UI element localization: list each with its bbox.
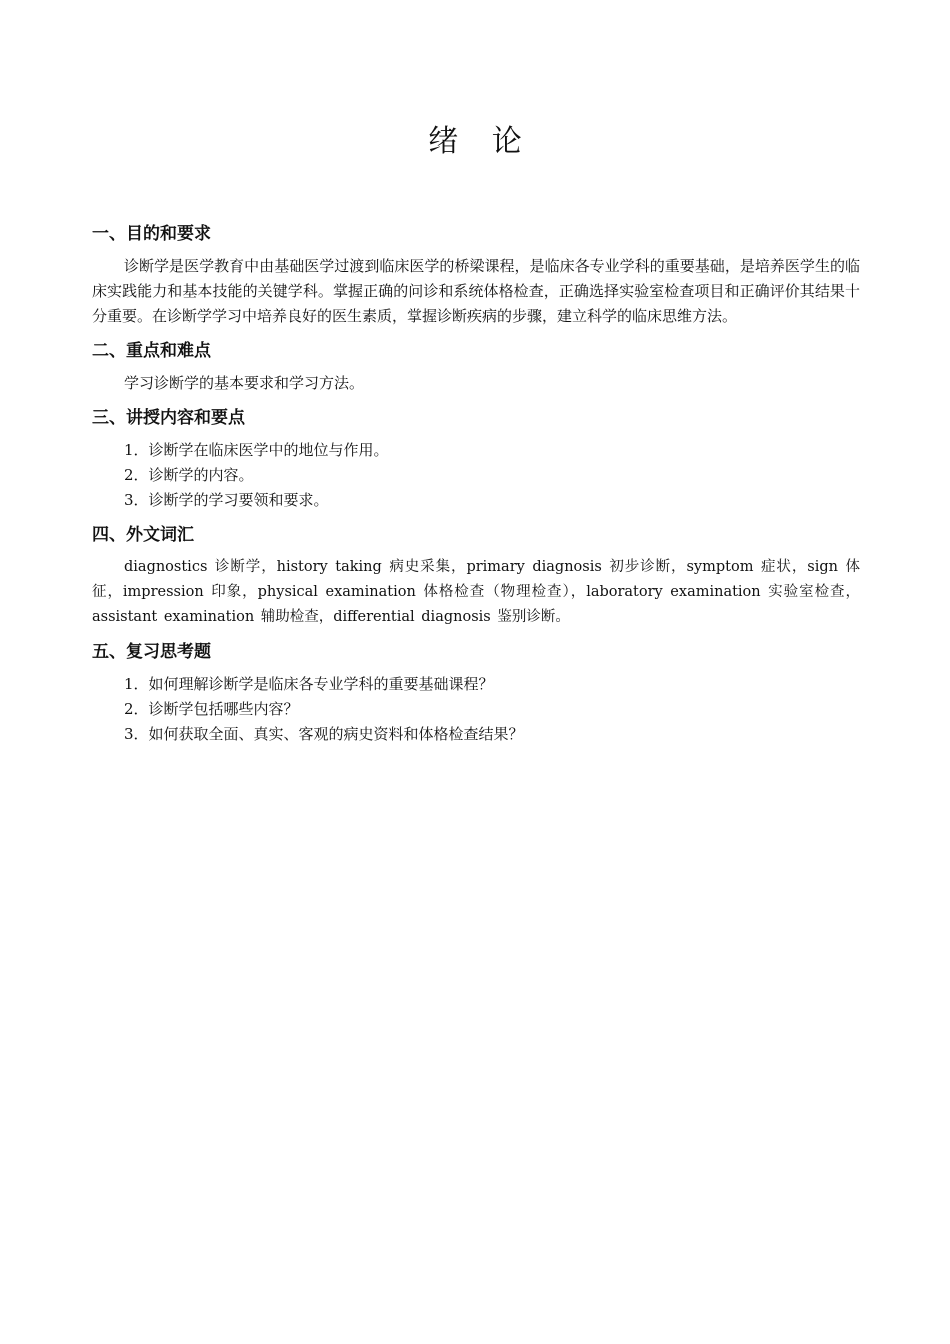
section-heading: 一、目的和要求 <box>92 224 211 244</box>
page-title: 绪 论 <box>428 124 534 159</box>
section-lecture-content <box>92 406 860 513</box>
section-paragraph: 诊断学是医学教育中由基础医学过渡到临床医学的桥梁课程，是临床各专业学科的重要基础，是培养医学生的临床实践能力和基本技能的关键学科。掌握正确的问诊和系统体格检查，正确选择实验室检查项目和正确评价其结果十分重要。在诊断学学习中培养良好的医生素质，掌握诊断疾病的步骤，建立科学的临床思维方法。 <box>92 257 860 325</box>
section-objectives <box>92 222 860 329</box>
document-body <box>92 222 860 757</box>
section-heading: 三、讲授内容和要点 <box>92 408 245 428</box>
vocabulary-paragraph: diagnostics 诊断学，history taking 病史采集，primary diagnosis 初步诊断，symptom 症状，sign 体征，impression 印象，physical examination 体格检查（物理检查），laboratory examination 实验室检查，assistant examination 辅助检查，differential diagnosis 鉴别诊断。 <box>92 559 860 625</box>
list-item: 3．诊断学的学习要领和要求。 <box>124 491 329 509</box>
section-review-questions <box>92 640 860 747</box>
section-vocabulary <box>92 523 860 630</box>
section-heading: 四、外文词汇 <box>92 525 194 545</box>
list-item: 2．诊断学包括哪些内容？ <box>124 700 299 718</box>
lecture-list <box>92 438 860 513</box>
list-item: 3．如何获取全面、真实、客观的病史资料和体格检查结果？ <box>124 725 524 743</box>
section-key-points <box>92 339 860 396</box>
list-item: 1．如何理解诊断学是临床各专业学科的重要基础课程？ <box>124 675 494 693</box>
question-list <box>92 672 860 747</box>
list-item: 2．诊断学的内容。 <box>124 466 254 484</box>
list-item: 1．诊断学在临床医学中的地位与作用。 <box>124 441 389 459</box>
section-paragraph: 学习诊断学的基本要求和学习方法。 <box>124 374 365 392</box>
section-heading: 五、复习思考题 <box>92 642 211 662</box>
section-heading: 二、重点和难点 <box>92 341 211 361</box>
